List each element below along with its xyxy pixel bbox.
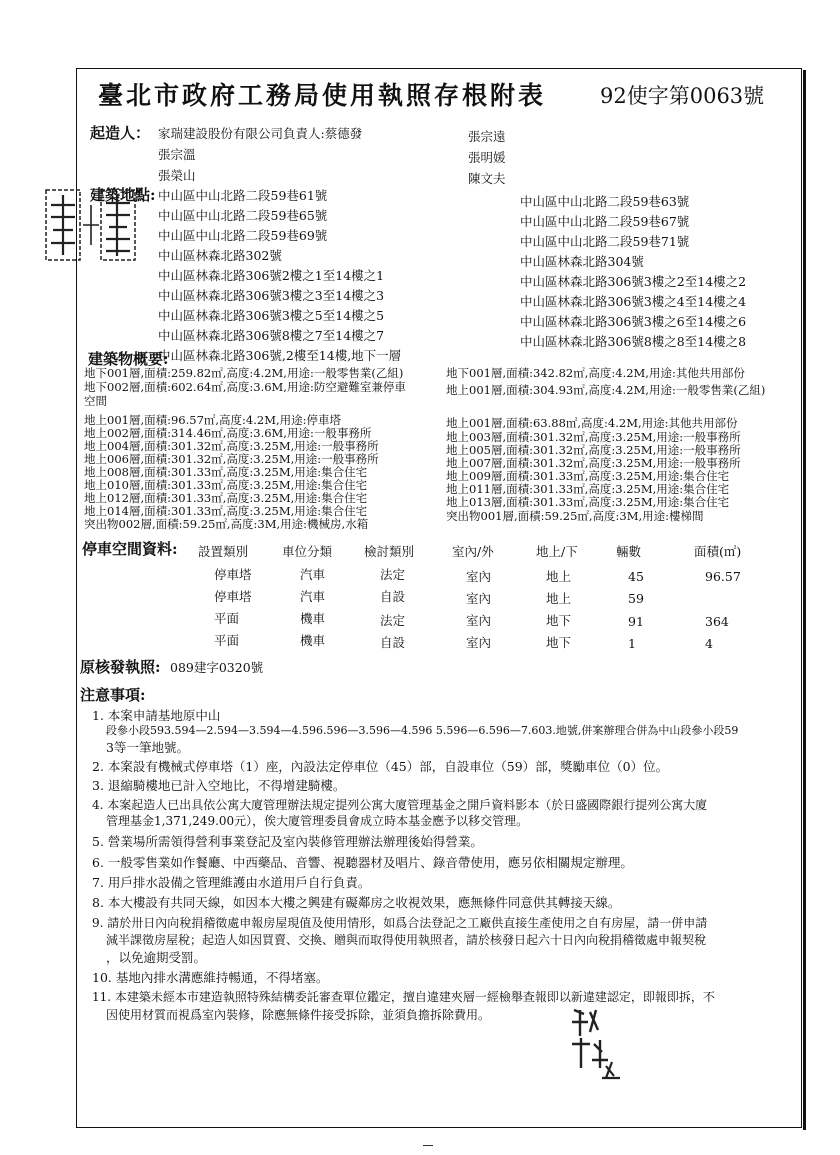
note-line: 7. 用戶排水設備之管理維護由水道用戶自行負責。 xyxy=(92,875,371,890)
floor-row: 地上003層,面積:301.32㎡,高度:3.25M,用途:一般事務所 xyxy=(446,430,741,444)
note-line: 6. 一般零售業如作餐廳、中西藥品、音響、視聽器材及唱片、錄音帶使用，應另依相關規定辦理。 xyxy=(92,855,633,870)
parking-cell: 96.57 xyxy=(705,569,741,584)
floor-row: 地上002層,面積:314.46㎡,高度:3.6M,用途:一般事務所 xyxy=(84,426,372,440)
note-line: 3. 退縮騎樓地已計入空地比，不得增建騎樓。 xyxy=(92,778,346,793)
floor-row: 地下001層,面積:342.82㎡,高度:4.2M,用途:其他共用部份 xyxy=(446,366,745,380)
floor-row: 地上006層,面積:301.32㎡,高度:3.25M,用途:一般事務所 xyxy=(84,452,379,466)
builder-name: 張宗遠 xyxy=(468,129,506,144)
parking-header: 輛數 xyxy=(616,544,642,559)
document-number: 92使字第0063號 xyxy=(600,84,765,108)
site-address: 中山區林森北路306號8樓之8至14樓之8 xyxy=(520,334,747,349)
parking-cell: 自設 xyxy=(380,589,406,604)
site-address: 中山區林森北路306號3樓之3至14樓之3 xyxy=(158,288,385,303)
parking-cell: 停車塔 xyxy=(214,589,252,604)
parking-cell: 機車 xyxy=(300,633,326,648)
parking-cell: 45 xyxy=(628,569,644,584)
floor-row: 地下002層,面積:602.64㎡,高度:3.6M,用途:防空避難室兼停車 xyxy=(84,380,406,394)
site-address: 中山區林森北路306號3樓之2至14樓之2 xyxy=(520,274,747,289)
floor-row: 地上012層,面積:301.33㎡,高度:3.25M,用途:集合住宅 xyxy=(84,491,368,505)
note-line: 減半課徵房屋稅；起造人如因買賣、交換、贈與而取得使用執照者，請於核發日起六十日內向稅捐稽徵處申報契稅 xyxy=(106,933,707,947)
floor-row: 突出物001層,面積:59.25㎡,高度:3M,用途:樓梯間 xyxy=(446,509,704,523)
floor-row: 地上013層,面積:301.33㎡,高度:3.25M,用途:集合住宅 xyxy=(446,495,730,509)
parking-cell: 平面 xyxy=(214,633,240,648)
note-line: 1. 本案申請基地原中山 xyxy=(92,708,221,723)
site-address: 中山區林森北路306號3樓之6至14樓之6 xyxy=(520,314,747,329)
site-address: 中山區林森北路306號2樓之1至14樓之1 xyxy=(158,268,385,283)
site-address: 中山區中山北路二段59巷67號 xyxy=(520,214,690,229)
parking-cell: 室內 xyxy=(466,591,492,606)
builder-name: 張榮山 xyxy=(158,168,196,183)
site-address: 中山區中山北路二段59巷69號 xyxy=(158,228,328,243)
parking-cell: 室內 xyxy=(466,635,492,650)
floor-row: 地上001層,面積:96.57㎡,高度:4.2M,用途:停車塔 xyxy=(84,413,342,427)
parking-cell: 自設 xyxy=(380,635,406,650)
note-line: 10. 基地內排水溝應維持暢通，不得堵塞。 xyxy=(92,970,329,985)
parking-cell: 地下 xyxy=(546,613,572,628)
parking-cell: 4 xyxy=(705,636,713,651)
note-line: 11. 本建築未經本市建造執照特殊結構委託審查單位鑑定，擅自違建夾層一經檢舉查報即以新違建認定，即報即拆，不 xyxy=(92,990,715,1004)
floor-row: 地上014層,面積:301.33㎡,高度:3.25M,用途:集合住宅 xyxy=(84,504,368,518)
parking-header: 面積(㎡) xyxy=(694,544,742,559)
floor-row: 空間 xyxy=(84,394,107,408)
floor-row: 地上004層,面積:301.32㎡,高度:3.25M,用途:一般事務所 xyxy=(84,439,379,453)
floor-row: 地下001層,面積:259.82㎡,高度:4.2M,用途:一般零售業(乙組) xyxy=(84,366,404,380)
signature-seal-stamp xyxy=(566,1004,626,1086)
parking-cell: 364 xyxy=(705,614,729,629)
floor-row: 地上009層,面積:301.33㎡,高度:3.25M,用途:集合住宅 xyxy=(446,469,730,483)
parking-header: 車位分類 xyxy=(282,544,333,559)
site-address: 中山區中山北路二段59巷61號 xyxy=(158,188,328,203)
site-address: 中山區林森北路304號 xyxy=(520,254,644,269)
site-address: 中山區林森北路306號3樓之4至14樓之4 xyxy=(520,294,747,309)
site-address: 中山區中山北路二段59巷65號 xyxy=(158,208,328,223)
parking-cell: 室內 xyxy=(466,613,492,628)
parking-cell: 地下 xyxy=(546,635,572,650)
parking-header: 設置類別 xyxy=(198,544,249,559)
parking-header: 地上/下 xyxy=(536,544,578,559)
note-line: 2. 本案設有機械式停車塔（1）座，內設法定停車位（45）部，自設車位（59）部，獎勵車位（0）位。 xyxy=(92,759,669,774)
floor-row: 地上010層,面積:301.33㎡,高度:3.25M,用途:集合住宅 xyxy=(84,478,368,492)
document-title: 臺北市政府工務局使用執照存根附表 xyxy=(98,81,547,110)
original-permit-number: 089建字0320號 xyxy=(170,660,264,675)
parking-label: 停車空間資料: xyxy=(82,540,178,558)
parking-cell: 平面 xyxy=(214,611,240,626)
notes-label: 注意事項: xyxy=(80,686,146,704)
parking-cell: 法定 xyxy=(380,613,406,628)
page-border-shadow xyxy=(803,70,806,1130)
parking-header: 檢討類別 xyxy=(364,544,415,559)
official-seal-stamp xyxy=(43,185,139,265)
floor-row: 地上005層,面積:301.32㎡,高度:3.25M,用途:一般事務所 xyxy=(446,443,741,457)
page-mark xyxy=(423,1145,433,1150)
parking-cell: 1 xyxy=(628,636,636,651)
parking-header: 室內/外 xyxy=(452,544,494,559)
site-address: 中山區中山北路二段59巷71號 xyxy=(520,234,690,249)
builder-name: 家瑞建設股份有限公司負責人:蔡德發 xyxy=(158,126,363,141)
floor-row: 地上008層,面積:301.33㎡,高度:3.25M,用途:集合住宅 xyxy=(84,465,368,479)
parking-cell: 機車 xyxy=(300,611,326,626)
note-line: 4. 本案起造人已出具依公寓大廈管理辦法規定提列公寓大廈管理基金之開戶資料影本（於日盛國際銀行提列公寓大廈 xyxy=(92,798,708,812)
parking-cell: 59 xyxy=(628,591,644,606)
site-address: 中山區林森北路306號8樓之7至14樓之7 xyxy=(158,328,385,343)
note-line: 3等一筆地號。 xyxy=(106,740,189,755)
parking-cell: 法定 xyxy=(380,567,406,582)
floor-row: 地上011層,面積:301.33㎡,高度:3.25M,用途:集合住宅 xyxy=(446,482,730,496)
parking-cell: 室內 xyxy=(466,569,492,584)
note-line: 因使用材質而視爲室內裝修，除應無條件接受拆除，並須負擔拆除費用。 xyxy=(106,1008,491,1022)
parking-cell: 91 xyxy=(628,614,644,629)
builder-name: 張宗溫 xyxy=(158,147,196,162)
builder-name: 張明媛 xyxy=(468,150,506,165)
parking-cell: 停車塔 xyxy=(214,567,252,582)
floor-row: 地上007層,面積:301.32㎡,高度:3.25M,用途:一般事務所 xyxy=(446,456,741,470)
note-line: 9. 請於卅日內向稅捐稽徵處申報房屋現值及使用情形，如爲合法登記之工廠供直接生產使用之自有房屋，請一併申請 xyxy=(92,916,708,930)
note-line: ，以免逾期受罰。 xyxy=(106,950,207,965)
note-line: 8. 本大樓設有共同天線，如因本大樓之興建有礙鄰房之收視效果，應無條件同意供其轉接天線。 xyxy=(92,895,621,910)
floor-row: 地上001層,面積:63.88㎡,高度:4.2M,用途:其他共用部份 xyxy=(446,416,738,430)
overview-label: 建築物概要: xyxy=(88,350,169,368)
note-line: 段參小段593.594—2.594—3.594—4.596.596—3.596—4.596 5.596—6.596—7.603.地號,併案辦理合併為中山段參小段59 xyxy=(106,724,739,737)
floor-row: 地上001層,面積:304.93㎡,高度:4.2M,用途:一般零售業(乙組) xyxy=(446,383,766,397)
parking-cell: 汽車 xyxy=(300,567,326,582)
parking-cell: 地上 xyxy=(546,569,572,584)
note-line: 管理基金1,371,249.00元），俟大廈管理委員會成立時本基金應予以移交管理。 xyxy=(106,814,529,828)
floor-row: 突出物002層,面積:59.25㎡,高度:3M,用途:機械房,水箱 xyxy=(84,517,369,531)
site-address: 中山區林森北路306號3樓之5至14樓之5 xyxy=(158,308,385,323)
parking-cell: 汽車 xyxy=(300,589,326,604)
parking-cell: 地上 xyxy=(546,591,572,606)
builder-name: 陳文夫 xyxy=(468,171,506,186)
note-line: 5. 營業場所需領得營利事業登記及室內裝修管理辦法辦理後始得營業。 xyxy=(92,834,483,849)
site-address: 中山區林森北路306號,2樓至14樓,地下一層 xyxy=(158,348,402,363)
site-address: 中山區中山北路二段59巷63號 xyxy=(520,194,690,209)
original-permit-label: 原核發執照: xyxy=(80,658,161,676)
sites-label: 建築地點: xyxy=(90,186,156,204)
site-address: 中山區林森北路302號 xyxy=(158,248,282,263)
builders-label: 起造人： xyxy=(90,124,151,142)
